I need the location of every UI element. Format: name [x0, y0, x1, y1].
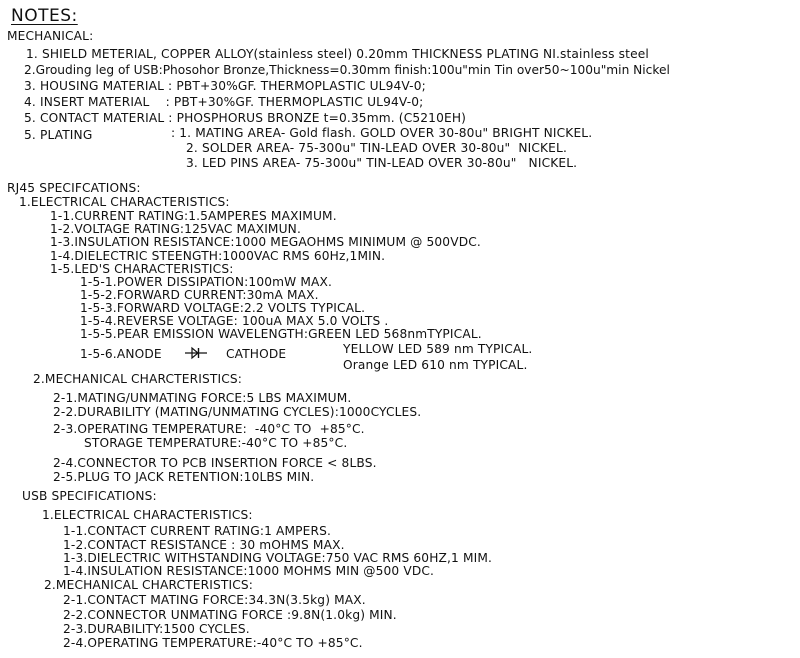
diode-icon [185, 346, 207, 360]
rj45-electrical-item-5: 1-5.LED'S CHARACTERISTICS: [50, 262, 234, 276]
led-item-1: 1-5-1.POWER DISSIPATION:100mW MAX. [80, 275, 333, 289]
rj45-storage-temperature: STORAGE TEMPERATURE:-40°C TO +85°C. [84, 436, 348, 450]
usb-mechanical-item-1: 2-1.CONTACT MATING FORCE:34.3N(3.5kg) MAX. [63, 593, 366, 607]
led-cathode-label: CATHODE [226, 347, 287, 361]
usb-heading: USB SPECIFICATIONS: [22, 489, 157, 503]
plating-item-2: 2. SOLDER AREA- 75-300u" TIN-LEAD OVER 30-80u" NICKEL. [186, 141, 567, 155]
usb-electrical-heading: 1.ELECTRICAL CHARACTERISTICS: [42, 508, 253, 522]
mechanical-item-plating: 5. PLATING [24, 128, 93, 142]
plating-item-3: 3. LED PINS AREA- 75-300u" TIN-LEAD OVER 30-80u" NICKEL. [186, 156, 578, 170]
led-anode-label: 1-5-6.ANODE [80, 347, 162, 361]
rj45-electrical-item-1: 1-1.CURRENT RATING:1.5AMPERES MAXIMUM. [50, 209, 337, 223]
rj45-heading: RJ45 SPECIFCATIONS: [7, 181, 141, 195]
usb-electrical-item-3: 1-3.DIELECTRIC WITHSTANDING VOLTAGE:750 VAC RMS 60HZ,1 MIM. [63, 551, 493, 565]
rj45-electrical-item-4: 1-4.DIELECTRIC STEENGTH:1000VAC RMS 60Hz,1MIN. [50, 249, 386, 263]
rj45-electrical-item-3: 1-3.INSULATION RESISTANCE:1000 MEGAOHMS MINIMUM @ 500VDC. [50, 235, 481, 249]
mechanical-heading: MECHANICAL: [7, 29, 94, 43]
rj45-mechanical-item-3: 2-3.OPERATING TEMPERATURE: -40°C TO +85°C. [53, 422, 365, 436]
usb-electrical-item-1: 1-1.CONTACT CURRENT RATING:1 AMPERS. [63, 524, 332, 538]
led-item-3: 1-5-3.FORWARD VOLTAGE:2.2 VOLTS TYPICAL. [80, 301, 366, 315]
rj45-mechanical-item-4: 2-4.CONNECTOR TO PCB INSERTION FORCE < 8LBS. [53, 456, 377, 470]
led-item-5: 1-5-5.PEAR EMISSION WAVELENGTH:GREEN LED 568nmTYPICAL. [80, 327, 482, 341]
usb-mechanical-heading: 2.MECHANICAL CHARCTERISTICS: [44, 578, 253, 592]
rj45-electrical-heading: 1.ELECTRICAL CHARACTERISTICS: [19, 195, 230, 209]
usb-electrical-item-2: 1-2.CONTACT RESISTANCE : 30 mOHMS MAX. [63, 538, 345, 552]
mechanical-item-1: 1. SHIELD METERIAL, COPPER ALLOY(stainless steel) 0.20mm THICKNESS PLATING NI.stainless steel [26, 47, 649, 61]
led-item-4: 1-5-4.REVERSE VOLTAGE: 100uA MAX 5.0 VOLTS . [80, 314, 389, 328]
rj45-mechanical-heading: 2.MECHANICAL CHARCTERISTICS: [33, 372, 242, 386]
usb-mechanical-item-4: 2-4.OPERATING TEMPERATURE:-40°C TO +85°C. [63, 636, 363, 650]
mechanical-item-2: 2.Grouding leg of USB:Phosohor Bronze,Thickness=0.30mm finish:100u"min Tin over50~100u"min Nickel [24, 63, 670, 77]
rj45-mechanical-item-1: 2-1.MATING/UNMATING FORCE:5 LBS MAXIMUM. [53, 391, 352, 405]
mechanical-item-4: 4. INSERT MATERIAL : PBT+30%GF. THERMOPLASTIC UL94V-0; [24, 95, 424, 109]
rj45-electrical-item-2: 1-2.VOLTAGE RATING:125VAC MAXIMUN. [50, 222, 301, 236]
plating-item-1: : 1. MATING AREA- Gold flash. GOLD OVER 30-80u" BRIGHT NICKEL. [171, 126, 593, 140]
led-item-2: 1-5-2.FORWARD CURRENT:30mA MAX. [80, 288, 319, 302]
usb-mechanical-item-2: 2-2.CONNECTOR UNMATING FORCE :9.8N(1.0kg) MIN. [63, 608, 397, 622]
orange-led-spec: Orange LED 610 nm TYPICAL. [343, 358, 528, 372]
yellow-led-spec: YELLOW LED 589 nm TYPICAL. [343, 342, 533, 356]
mechanical-item-3: 3. HOUSING MATERIAL : PBT+30%GF. THERMOPLASTIC UL94V-0; [24, 79, 426, 93]
notes-title: NOTES: [11, 6, 78, 26]
usb-electrical-item-4: 1-4.INSULATION RESISTANCE:1000 MOHMS MIN @500 VDC. [63, 564, 435, 578]
usb-mechanical-item-3: 2-3.DURABILITY:1500 CYCLES. [63, 622, 250, 636]
rj45-mechanical-item-2: 2-2.DURABILITY (MATING/UNMATING CYCLES):1000CYCLES. [53, 405, 422, 419]
rj45-mechanical-item-5: 2-5.PLUG TO JACK RETENTION:10LBS MIN. [53, 470, 315, 484]
mechanical-item-5: 5. CONTACT MATERIAL : PHOSPHORUS BRONZE t=0.35mm. (C5210EH) [24, 111, 467, 125]
